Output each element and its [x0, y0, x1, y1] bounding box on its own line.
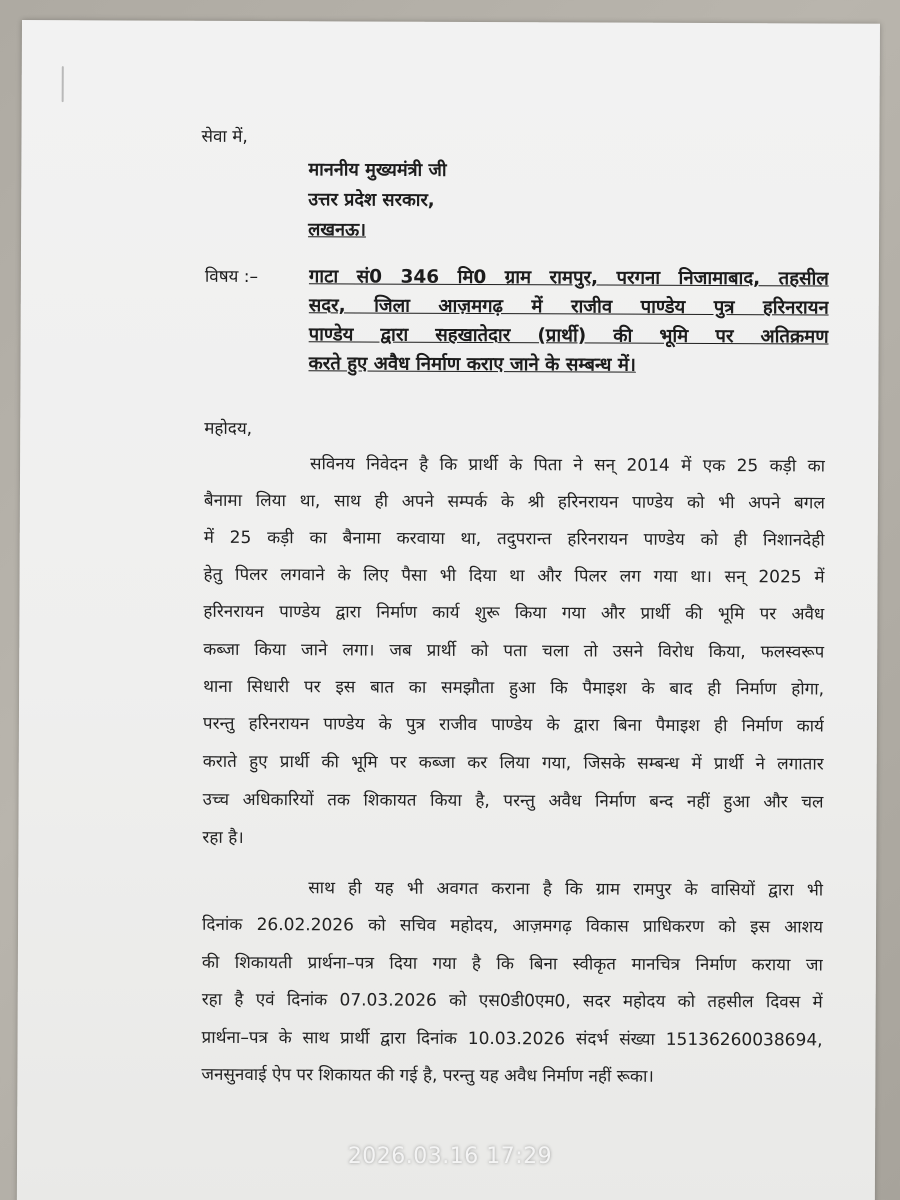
body-line: थाना सिधारी पर इस बात का समझौता हुआ कि पैमाइश के बाद ही निर्माण होगा, — [203, 676, 825, 700]
body-line: बैनामा लिया था, साथ ही अपने सम्पर्क के श्री हरिनरायन पाण्डेय को भी अपने बगल — [203, 490, 825, 514]
body-line: में 25 कड़ी का बैनामा करवाया था, तदुपरान्त हरिनरायन पाण्डेय को ही निशानदेही — [203, 527, 825, 551]
letter-page — [17, 20, 880, 1200]
body-line: हेतु पिलर लगवाने के लिए पैसा भी दिया था और पिलर लग गया था। सन् 2025 में — [203, 564, 825, 588]
salutation: सेवा में, — [201, 126, 248, 147]
subject-line: करते हुए अवैध निर्माण कराए जाने के सम्बन्ध में। — [308, 353, 636, 376]
body-line: रहा है एवं दिनांक 07.03.2026 को एस0डी0एम0, सदर महोदय को तहसील दिवस में — [201, 989, 823, 1013]
subject-label: विषय :– — [204, 266, 259, 288]
body-line: सविनय निवेदन है कि प्रार्थी के पिता ने सन् 2014 में एक 25 कड़ी का — [310, 454, 826, 477]
addressee-line: उत्तर प्रदेश सरकार, — [308, 189, 435, 211]
body-line: प्रार्थना–पत्र के साथ प्रार्थी द्वारा दिनांक 10.03.2026 संदर्भ संख्या 15136260038694, — [201, 1027, 823, 1051]
body-line: कब्जा किया जाने लगा। जब प्रार्थी को पता चला तो उसने विरोध किया, फलस्वरूप — [203, 639, 825, 663]
body-line: की शिकायती प्रार्थना–पत्र दिया गया है कि बिना स्वीकृत मानचित्र निर्माण कराया जा — [201, 952, 823, 976]
addressee-block — [308, 156, 447, 247]
body-line: दिनांक 26.02.2026 को सचिव महोदय, आज़मगढ़ विकास प्राधिकरण को इस आशय — [202, 914, 824, 938]
subject-line: गाटा सं0 346 मि0 ग्राम रामपुर, परगना निजामाबाद, तहसील — [308, 266, 829, 290]
addressee-line: लखनऊ। — [308, 219, 367, 241]
subject-line: पाण्डेय द्वारा सहखातेदार (प्रार्थी) की भूमि पर अतिक्रमण — [308, 324, 829, 348]
body-line: हरिनरायन पाण्डेय द्वारा निर्माण कार्य शुरू किया गया और प्रार्थी की भूमि पर अवैध — [203, 601, 825, 625]
body-line: उच्च अधिकारियों तक शिकायत किया है, परन्तु अवैध निर्माण बन्द नहीं हुआ और चल — [202, 789, 824, 813]
greeting: महोदय, — [204, 418, 253, 440]
staple-mark — [62, 66, 64, 102]
body-line: परन्तु हरिनरायन पाण्डेय के पुत्र राजीव पाण्डेय के द्वारा बिना पैमाइश ही निर्माण कार्य — [202, 713, 824, 737]
body-line: जनसुनवाई ऐप पर शिकायत की गई है, परन्तु यह अवैध निर्माण नहीं रूका। — [201, 1064, 654, 1087]
subject-line: सदर, जिला आज़मगढ़ में राजीव पाण्डेय पुत्र हरिनरायन — [308, 295, 829, 319]
body-line: रहा है। — [202, 827, 244, 848]
body-line: साथ ही यह भी अवगत कराना है कि ग्राम रामपुर के वासियों द्वारा भी — [308, 878, 824, 901]
addressee-line: माननीय मुख्यमंत्री जी — [308, 159, 447, 181]
body-line: कराते हुए प्रार्थी की भूमि पर कब्जा कर लिया गया, जिसके सम्बन्ध में प्रार्थी ने लगातार — [202, 751, 824, 775]
photo-timestamp: 2026.03.16 17:29 — [347, 1144, 553, 1169]
